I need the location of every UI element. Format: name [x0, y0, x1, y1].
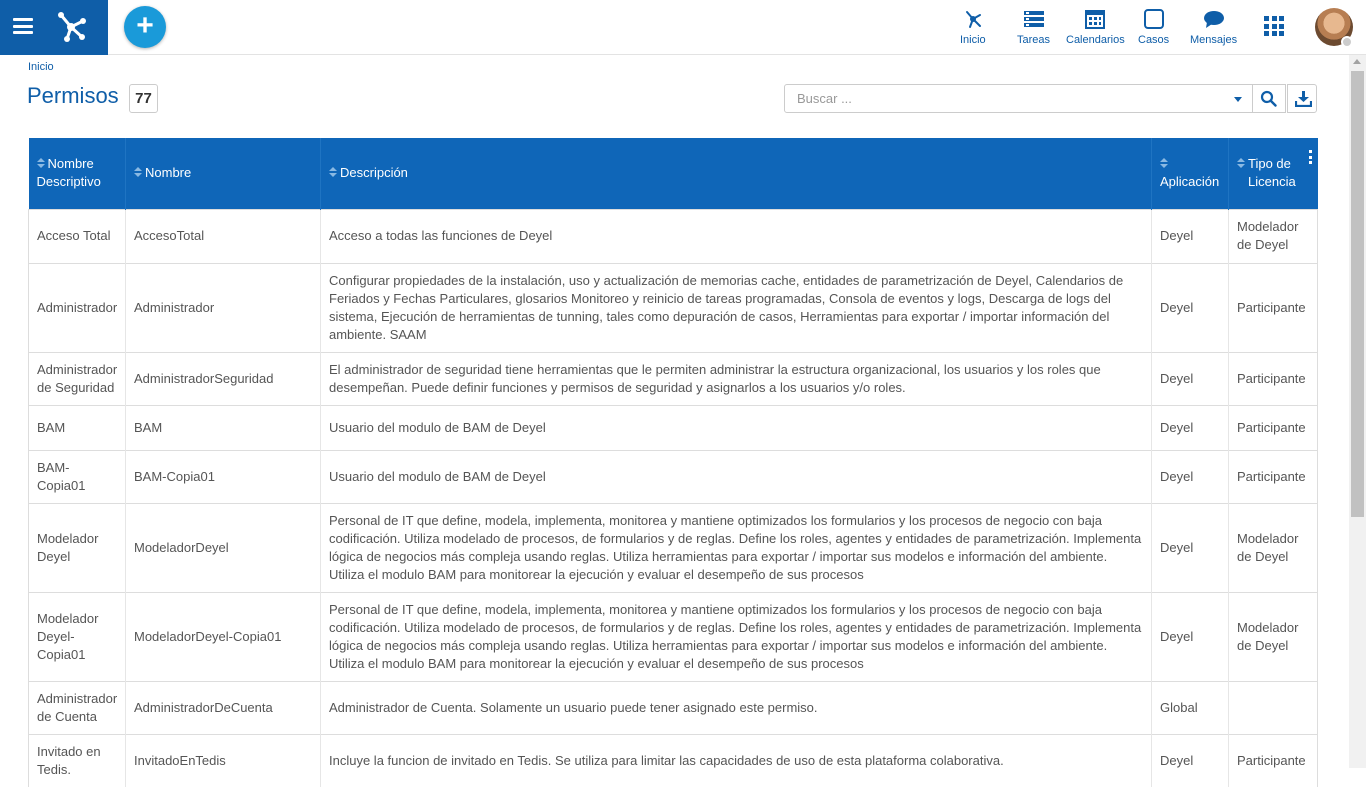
nav-calendarios[interactable] [1066, 8, 1125, 46]
sort-icon[interactable] [1160, 158, 1168, 169]
cell-tipo-licencia: Participante [1229, 405, 1318, 450]
cases-icon [1143, 8, 1165, 30]
permissions-table [28, 138, 1317, 787]
cell-nombre: ModeladorDeyel-Copia01 [126, 592, 321, 681]
messages-icon [1203, 8, 1225, 30]
cell-descripcion: Personal de IT que define, modela, implementa, monitorea y mantiene optimizados los formularios y los procesos de negocio con baja codificación. Utiliza modelado de procesos, de formularios y de reglas. Define los roles, agentes y entidades de parametrización. Implementa lógica de negocios más compleja usando reglas. Utiliza herramientas para exportar / importar sus modelos e información del ambiente. Utiliza el modulo BAM para monitorear la ejecución y evaluar el desempeño de sus procesos [321, 503, 1152, 592]
cell-nombre: AdministradorDeCuenta [126, 681, 321, 734]
cell-descripcion: Usuario del modulo de BAM de Deyel [321, 450, 1152, 503]
cell-nombre-descriptivo: Administrador de Seguridad [29, 352, 126, 405]
cell-nombre: AccesoTotal [126, 209, 321, 263]
column-header-tipo-licencia[interactable]: Tipo de Licencia [1229, 138, 1318, 209]
brand-area [0, 0, 108, 55]
nav-label: Inicio [960, 34, 986, 46]
cell-descripcion: El administrador de seguridad tiene herramientas que le permiten administrar la estructura organizacional, los usuarios y los roles que desempeñan. Puede definir funciones y permisos de seguridad y asignarlos a los usuarios y/o roles. [321, 352, 1152, 405]
cell-aplicacion: Deyel [1152, 503, 1229, 592]
calendar-icon [1084, 8, 1106, 30]
nav-mensajes[interactable] [1190, 8, 1237, 46]
cell-aplicacion: Deyel [1152, 405, 1229, 450]
cell-descripcion: Incluye la funcion de invitado en Tedis. Se utiliza para limitar las capacidades de uso de esta plataforma colaborativa. [321, 734, 1152, 787]
scroll-up-icon[interactable] [1353, 59, 1361, 64]
cell-descripcion: Administrador de Cuenta. Solamente un usuario puede tener asignado este permiso. [321, 681, 1152, 734]
column-options-icon[interactable] [1309, 150, 1313, 167]
cell-nombre: AdministradorSeguridad [126, 352, 321, 405]
table-row[interactable] [29, 405, 1318, 450]
column-header-nombre-descriptivo[interactable]: Nombre Descriptivo [29, 138, 126, 209]
cell-nombre: InvitadoEnTedis [126, 734, 321, 787]
cell-tipo-licencia: Participante [1229, 734, 1318, 787]
cell-aplicacion: Global [1152, 681, 1229, 734]
nav-tareas[interactable] [1017, 8, 1050, 46]
table-row[interactable] [29, 450, 1318, 503]
column-header-descripcion[interactable]: Descripción [321, 138, 1152, 209]
cell-aplicacion: Deyel [1152, 592, 1229, 681]
cell-tipo-licencia: Modelador de Deyel [1229, 209, 1318, 263]
nav-inicio[interactable] [960, 8, 986, 46]
cell-aplicacion: Deyel [1152, 209, 1229, 263]
cell-tipo-licencia: Participante [1229, 263, 1318, 352]
search-button[interactable] [1253, 84, 1286, 113]
cell-tipo-licencia: Modelador de Deyel [1229, 592, 1318, 681]
add-button[interactable]: + [124, 6, 166, 48]
cell-tipo-licencia: Modelador de Deyel [1229, 503, 1318, 592]
sort-icon[interactable] [1237, 158, 1245, 169]
cell-descripcion: Acceso a todas las funciones de Deyel [321, 209, 1152, 263]
cell-nombre-descriptivo: Modelador Deyel-Copia01 [29, 592, 126, 681]
search-options-dropdown[interactable] [1223, 84, 1253, 113]
nav-label: Casos [1138, 34, 1170, 46]
table-row[interactable] [29, 592, 1318, 681]
cell-tipo-licencia [1229, 681, 1318, 734]
status-indicator [1341, 36, 1353, 48]
cell-nombre-descriptivo: Administrador de Cuenta [29, 681, 126, 734]
sort-icon[interactable] [134, 167, 142, 178]
cell-nombre-descriptivo: Acceso Total [29, 209, 126, 263]
cell-descripcion: Configurar propiedades de la instalación, uso y actualización de memorias cache, entidades de parametrización de Deyel, Calendarios de Feriados y Fechas Particulares, glosarios Monitoreo y reinicio de tareas programadas, Consola de eventos y logs, Descarga de logs del sistema, Ejecución de herramientas de tunning, tales como depuración de casos, Herramientas para exportar / importar información del ambiente. SAAM [321, 263, 1152, 352]
apps-grid-icon[interactable] [1264, 16, 1284, 36]
nav-label: Calendarios [1066, 34, 1125, 46]
cell-nombre: BAM-Copia01 [126, 450, 321, 503]
nav-label: Mensajes [1190, 34, 1238, 46]
nav-casos[interactable] [1138, 8, 1169, 46]
search-input[interactable] [784, 84, 1224, 113]
cell-aplicacion: Deyel [1152, 352, 1229, 405]
cell-nombre-descriptivo: BAM-Copia01 [29, 450, 126, 503]
table-row[interactable] [29, 681, 1318, 734]
deyel-logo-icon[interactable] [54, 10, 88, 44]
cell-nombre-descriptivo: Modelador Deyel [29, 503, 126, 592]
cell-nombre-descriptivo: Invitado en Tedis. [29, 734, 126, 787]
cell-tipo-licencia: Participante [1229, 352, 1318, 405]
cell-aplicacion: Deyel [1152, 263, 1229, 352]
cell-nombre: ModeladorDeyel [126, 503, 321, 592]
table-row[interactable] [29, 734, 1318, 787]
top-bar [0, 0, 1366, 55]
download-icon [1295, 90, 1312, 107]
page-scrollbar[interactable] [1349, 55, 1366, 768]
cell-descripcion: Personal de IT que define, modela, implementa, monitorea y mantiene optimizados los formularios y los procesos de negocio con baja codificación. Utiliza modelado de procesos, de formularios y de reglas. Define los roles, agentes y entidades de parametrización. Implementa lógica de negocios más compleja usando reglas. Utiliza herramientas para exportar / importar sus modelos e información del ambiente. Utiliza el modulo BAM para monitorear la ejecución y evaluar el desempeño de sus procesos [321, 592, 1152, 681]
cell-aplicacion: Deyel [1152, 450, 1229, 503]
cell-tipo-licencia: Participante [1229, 450, 1318, 503]
sort-icon[interactable] [37, 158, 45, 169]
table-row[interactable] [29, 263, 1318, 352]
table-header-row [29, 138, 1318, 209]
cell-nombre-descriptivo: BAM [29, 405, 126, 450]
tasks-icon [1023, 8, 1045, 30]
cell-nombre: Administrador [126, 263, 321, 352]
column-header-nombre[interactable]: Nombre [126, 138, 321, 209]
cell-aplicacion: Deyel [1152, 734, 1229, 787]
search-icon [1260, 90, 1277, 107]
download-button[interactable] [1287, 84, 1317, 113]
cell-nombre: BAM [126, 405, 321, 450]
count-badge: 77 [129, 84, 158, 113]
page-title: Permisos [27, 83, 119, 108]
breadcrumb[interactable]: Inicio [28, 61, 54, 73]
column-header-aplicacion[interactable]: Aplicación [1152, 138, 1229, 209]
menu-icon[interactable] [13, 18, 33, 34]
process-icon [962, 8, 984, 30]
cell-nombre-descriptivo: Administrador [29, 263, 126, 352]
cell-descripcion: Usuario del modulo de BAM de Deyel [321, 405, 1152, 450]
table-row[interactable] [29, 503, 1318, 592]
scroll-thumb[interactable] [1351, 71, 1364, 517]
sort-icon[interactable] [329, 167, 337, 178]
nav-label: Tareas [1017, 34, 1051, 46]
table-row[interactable] [29, 209, 1318, 263]
table-row[interactable] [29, 352, 1318, 405]
